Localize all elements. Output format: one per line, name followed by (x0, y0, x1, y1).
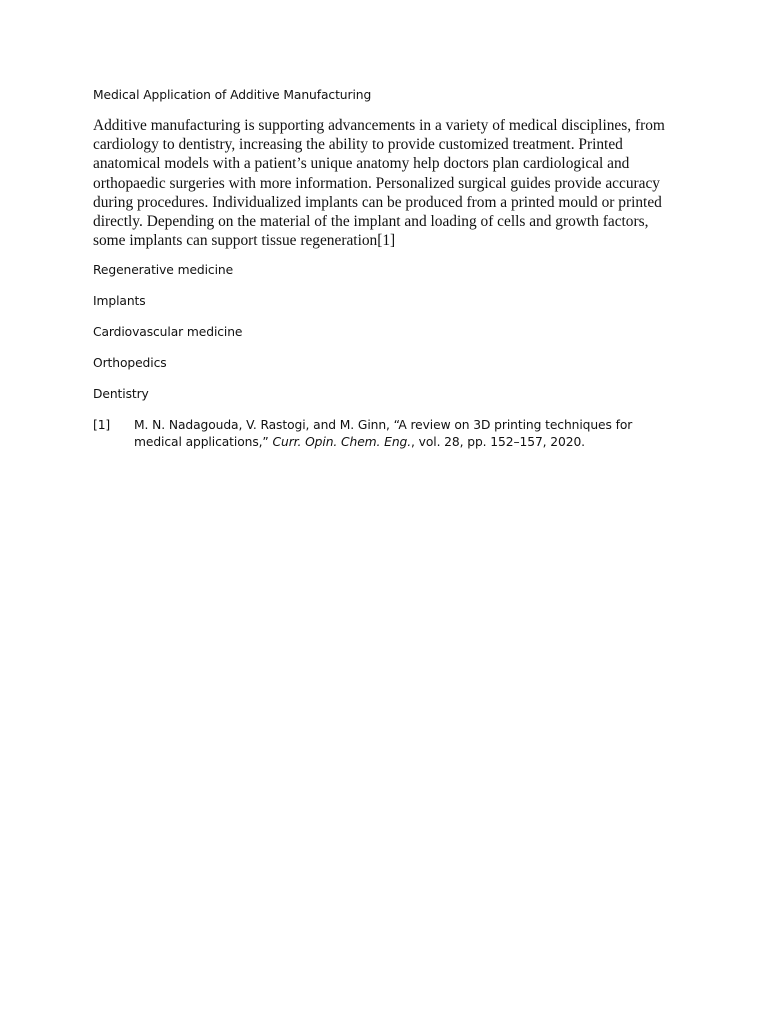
reference-details: , vol. 28, pp. 152–157, 2020. (411, 434, 585, 449)
reference-text (134, 417, 683, 450)
reference-entry (93, 417, 683, 450)
list-item-dentistry: Dentistry (93, 387, 149, 402)
list-item-cardiovascular-medicine: Cardiovascular medicine (93, 325, 243, 340)
list-item-regenerative-medicine: Regenerative medicine (93, 263, 234, 278)
list-item-orthopedics: Orthopedics (93, 356, 167, 371)
reference-number: [1] (93, 418, 111, 433)
reference-authors-title: M. N. Nadagouda, V. Rastogi, and M. Ginn, “A review on 3D printing techniques for medical applications,” (134, 418, 633, 449)
topic-list (93, 262, 683, 403)
document-title: Medical Application of Additive Manufacturing (93, 88, 372, 102)
body-paragraph: Additive manufacturing is supporting advancements in a variety of medical disciplines, from cardiology to dentistry, increasing the ability to provide customized treatment. Printed anatomical models with a patient’s unique anatomy help doctors plan cardiological and orthopaedic surgeries with more information. Personalized surgical guides provide accuracy during procedures. Individualized implants can be produced from a printed mould or printed directly. Depending on the material of the implant and loading of cells and growth factors, some implants can support tissue regeneration[1] (93, 117, 665, 250)
document-content (93, 87, 683, 450)
list-item-implants: Implants (93, 294, 146, 309)
reference-journal: Curr. Opin. Chem. Eng. (272, 434, 412, 449)
